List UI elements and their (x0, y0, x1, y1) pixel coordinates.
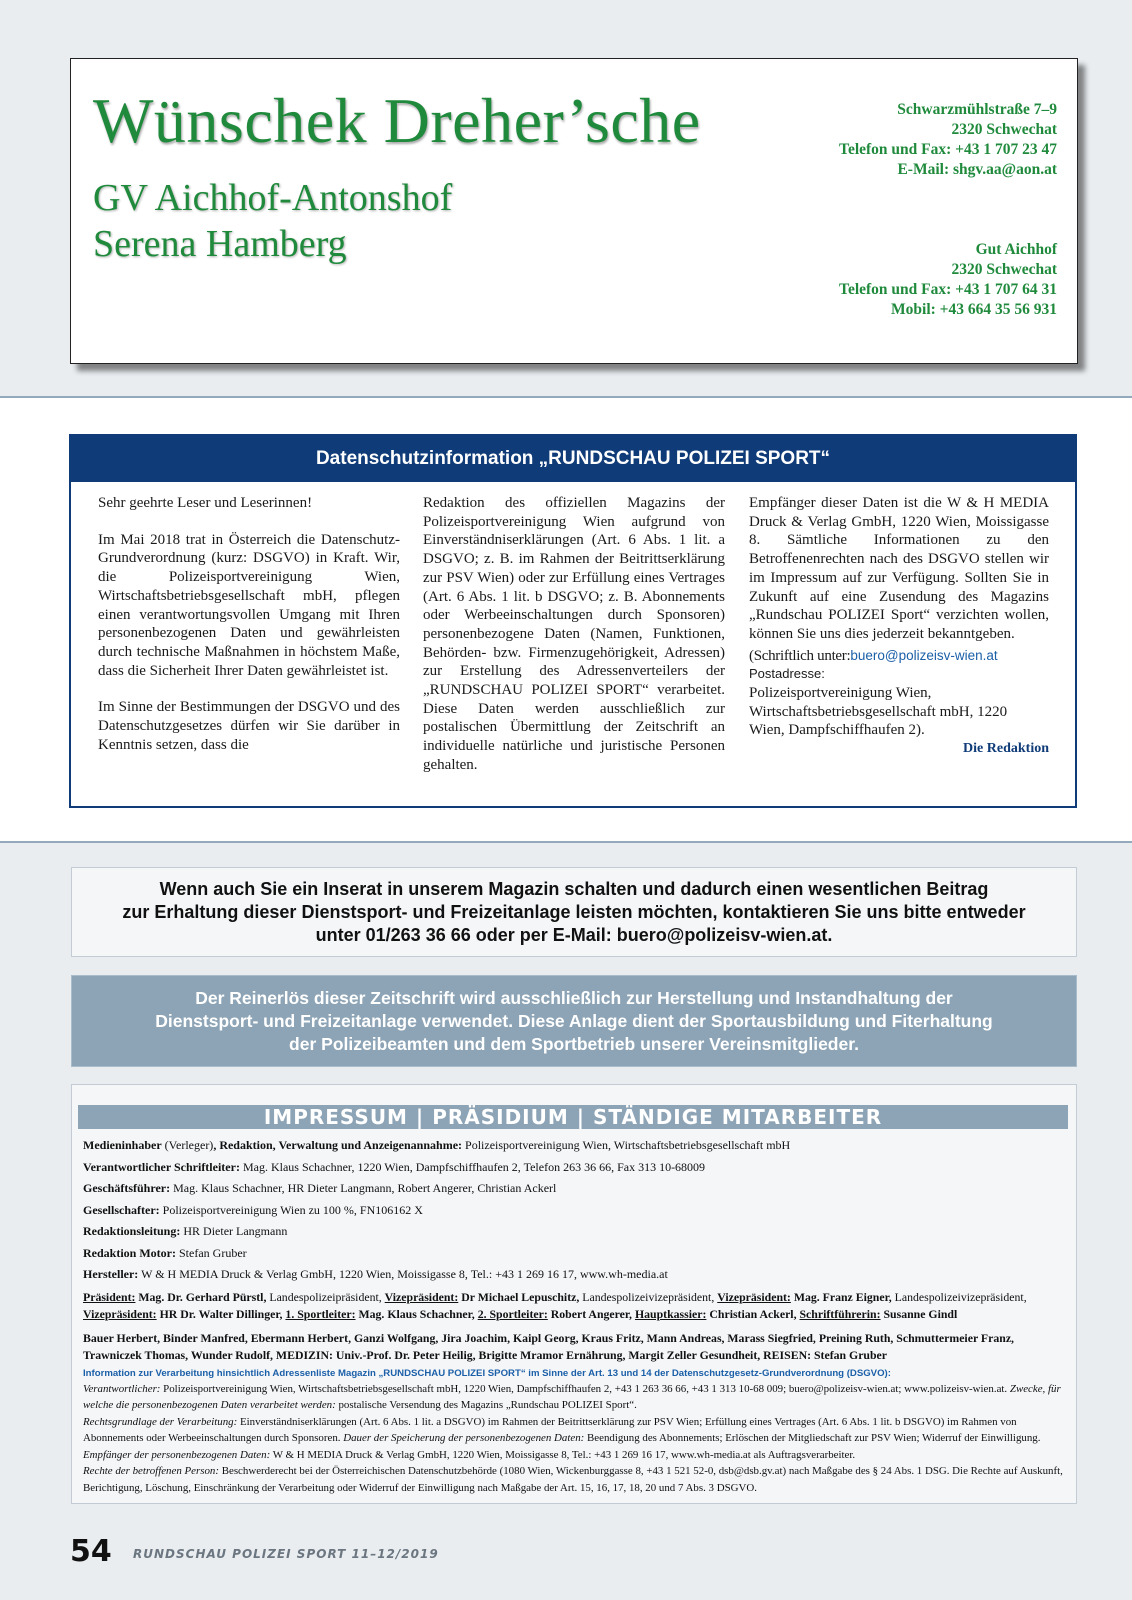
impressum-row-redaktionsleitung (83, 1221, 1069, 1243)
ad-contact-person: Serena Hamberg (93, 223, 347, 265)
written-contact (749, 647, 1049, 666)
ad-title: Wünschek Dreher’sche (93, 85, 701, 156)
paragraph: Redaktion des offiziellen Magazins der Polizeisportvereinigung Wien aufgrund von Einverständniserklärungen (Art. 6 Abs. 1 lit. a DSGVO; z. B. im Rahmen der Beitrittserklärung zur PSV Wien) oder zur Erfüllung eines Vertrages (Art. 6 Abs. 1 lit. b DSGVO; z. B. Abonnements oder Werbeeinschaltungen durch Sponsoren) personenbezogene Daten (Namen, Funktionen, Behörden- bzw. Firmenzugehörigkeit, Adressen) zur Erstellung des Adressenverteilers der „RUNDSCHAU POLIZEI SPORT“ verarbeitet. Diese Daten werden ausschließlich zur postalischen Übermittlung der Zeitschrift an individuelle natürliche und juristische Personen gehalten. (423, 495, 725, 773)
role-label: 1. Sportleiter: (285, 1307, 356, 1321)
label: , Redaktion, Verwaltung und Anzeigenannahme: (213, 1138, 463, 1152)
role-title: Landespolizeivizepräsident, (582, 1289, 715, 1304)
greeting: Sehr geehrte Leser und Leserinnen! (98, 495, 313, 511)
ad-address-gut-aichhof (839, 240, 1057, 320)
value: Polizeisportvereinigung Wien zu 100 %, FN106162 X (162, 1202, 423, 1217)
dsgvo-label: Rechte der betroffenen Person: (83, 1465, 219, 1478)
role-label: Präsident: (83, 1289, 136, 1304)
dsgvo-heading: Information zur Verarbeitung hinsichtlich Adressenliste Magazin „RUNDSCHAU POLIZEI SPORT“ im Sinne der Art. 13 und 14 der Datenschutzgesetz-Grundverordnung (DSGVO): (83, 1367, 891, 1379)
label: Verantwortlicher Schriftleiter: (83, 1159, 240, 1174)
dsgvo-value: postalische Versendung des Magazins „Rundschau POLIZEI Sport“. (338, 1399, 637, 1412)
person-name: Christian Ackerl, (709, 1307, 797, 1321)
datenschutz-box (69, 434, 1077, 808)
notice-line: der Polizeibeamten und dem Sportbetrieb unserer Vereinsmitglieder. (289, 1033, 859, 1054)
contact-line: unter 01/263 36 66 oder per E-Mail: buero@polizeisv-wien.at. (315, 924, 833, 945)
role-label: 2. Sportleiter: (477, 1307, 548, 1321)
impressum-row-redaktion-motor (83, 1243, 1069, 1265)
dsgvo-text (83, 1381, 1069, 1497)
person-name: Robert Angerer, (550, 1307, 633, 1321)
section-divider (0, 841, 1132, 843)
dsgvo-label: Zwecke, für welche die personenbezogenen Daten verarbeitet werden: (83, 1382, 1061, 1412)
person-name: Mag. Dr. Gerhard Pürstl, (138, 1289, 267, 1304)
label: Redaktion Motor: (83, 1245, 176, 1260)
impressum-body (83, 1135, 1069, 1497)
datenschutz-column-2 (423, 494, 725, 775)
address-name: Gut Aichhof (975, 241, 1057, 258)
datenschutz-column-3 (749, 494, 1049, 759)
person-name: Mag. Franz Eigner, (793, 1289, 892, 1304)
address-city: 2320 Schwechat (951, 121, 1057, 138)
person-name: Dr Michael Lepuschitz, (461, 1289, 580, 1304)
impressum-box (71, 1084, 1077, 1504)
value: Stefan Gruber (179, 1245, 247, 1260)
email-link[interactable]: buero@polizeisv-wien.at (850, 647, 998, 663)
postal-line: Polizeisportvereinigung Wien, (749, 685, 932, 702)
dsgvo-label: Dauer der Speicherung der personenbezogenen Daten: (343, 1432, 585, 1445)
staff-line: Trawniczek Thomas, Wunder Rudolf, MEDIZIN: Univ.-Prof. Dr. Peter Heilig, Brigitte Mramor Ernährung, Margit Zeller Gesundheit, REISEN: Stefan Gruber (83, 1347, 888, 1362)
label: Redaktionsleitung: (83, 1224, 181, 1238)
address-mobile: Mobil: +43 664 35 56 931 (891, 301, 1057, 318)
role-label: Vizepräsident: (83, 1307, 157, 1321)
dsgvo-value: Beschwerderecht bei der Österreichischen Datenschutzbehörde (1080 Wien, Wickenburggasse 8, +43 1 521 52-0, dsb@dsb.gv.at) nach Maßgabe des § 24 Abs. 1 DSG. Die Rechte auf Auskunft, Berichtigung, Löschung, Einschränkung der Verarbeitung oder Widerruf der Einwilligung nach Maßgabe der Art. 15, 16, 17, 18, 20 und 7 Abs. 3 DSGVO. (83, 1465, 1063, 1495)
role-label: Hauptkassier: (634, 1307, 707, 1321)
dsgvo-value: Polizeisportvereinigung Wien, Wirtschaftsbetriebsgesellschaft mbH, 1220 Wien, Dampfschiffhaufen 2, +43 1 263 36 66, +43 1 313 10-68 009; buero@polizeisv-wien.at; www.polizeisv-wien.at. (163, 1382, 1008, 1395)
impressum-row-medieninhaber (83, 1135, 1069, 1157)
paragraph: Im Sinne der Bestimmungen der DSGVO und des Datenschutzgesetzes dürfen wir Sie darüber in Kenntnis setzen, dass die (98, 699, 400, 753)
person-name: HR Dr. Walter Dillinger, (159, 1307, 283, 1321)
dsgvo-label: Empfänger der personenbezogenen Daten: (83, 1448, 271, 1461)
dsgvo-label: Rechtsgrundlage der Verarbeitung: (83, 1415, 238, 1428)
proceeds-notice-box (71, 975, 1077, 1067)
publication-footer: RUNDSCHAU POLIZEI SPORT 11–12/2019 (133, 1547, 439, 1561)
label-note: (Verleger) (164, 1138, 214, 1152)
dsgvo-value: W & H MEDIA Druck & Verlag GmbH, 1220 Wien, Moissigasse 8, Tel.: +43 1 269 16 17, www.wh-media.at als Auftragsverarbeiter. (272, 1448, 856, 1461)
dsgvo-value: Beendigung des Abonnements; Erlöschen der Mitgliedschaft zur PSV Wien; Widerruf der Einwilligung. (587, 1432, 1041, 1445)
datenschutz-heading: Datenschutzinformation „RUNDSCHAU POLIZEI SPORT“ (71, 436, 1075, 482)
value: W & H MEDIA Druck & Verlag GmbH, 1220 Wien, Moissigasse 8, Tel.: +43 1 269 16 17, www.wh-media.at (141, 1267, 668, 1281)
impressum-row-geschaeftsfuehrer (83, 1178, 1069, 1200)
value: Polizeisportvereinigung Wien, Wirtschaftsbetriebsgesellschaft mbH (465, 1138, 791, 1152)
contact-line: Wenn auch Sie ein Inserat in unserem Magazin schalten und dadurch einen wesentlichen Beitrag (159, 878, 989, 899)
address-city: 2320 Schwechat (951, 261, 1057, 278)
ad-address-schwarzmuehl (839, 100, 1057, 180)
notice-line: Der Reinerlös dieser Zeitschrift wird ausschließlich zur Herstellung und Instandhaltung der (195, 987, 953, 1008)
value: Mag. Klaus Schachner, HR Dieter Langmann, Robert Angerer, Christian Ackerl (173, 1181, 557, 1195)
label: Medieninhaber (83, 1138, 162, 1152)
advertisement-box (70, 58, 1078, 364)
address-phone: Telefon und Fax: +43 1 707 23 47 (839, 141, 1057, 158)
address-phone: Telefon und Fax: +43 1 707 64 31 (839, 281, 1057, 298)
label: Hersteller: (83, 1267, 139, 1281)
notice-line: Dienstsport- und Freizeitanlage verwendet. Diese Anlage dient der Sportausbildung und Fiterhaltung (155, 1010, 993, 1031)
paragraph: Empfänger dieser Daten ist die W & H MEDIA Druck & Verlag GmbH, 1220 Wien, Moissigasse 8. Sämtliche Informationen zu den Betroffenenrechten nach des DSGVO stellen wir im Impressum auf zur Verfügung. Sollten Sie in Zukunft auf eine Zusendung des Magazins „Rundschau POLIZEI Sport“ verzichten wollen, können Sie uns dies jederzeit bekanntgeben. (749, 495, 1049, 642)
datenschutz-column-1 (98, 494, 400, 754)
praesidium-list (83, 1289, 1069, 1324)
paragraph: Im Mai 2018 trat in Österreich die Datenschutz-Grundverordnung (kurz: DSGVO) in Kraft. Wir, die Polizeisportvereinigung Wien, Wirtschaftsbetriebsgesellschaft mbH, pflegen einen verantwortungsvollen Umgang mit Ihren personenbezogenen Daten und gewährleisten durch technische Maßnahmen in höchstem Maße, dass die Sicherheit Ihrer Daten gewährleistet ist. (98, 531, 400, 679)
contact-line: zur Erhaltung dieser Dienstsport- und Freizeitanlage leisten möchten, kontaktieren Sie uns bitte entweder (122, 901, 1026, 922)
impressum-row-gesellschafter (83, 1200, 1069, 1222)
dsgvo-label: Verantwortlicher: (83, 1382, 161, 1395)
label: Gesellschafter: (83, 1202, 160, 1217)
value: HR Dieter Langmann (183, 1224, 288, 1238)
address-email: E-Mail: shgv.aa@aon.at (897, 161, 1057, 178)
advertising-contact-box (71, 867, 1077, 957)
role-label: Vizepräsident: (384, 1289, 459, 1304)
impressum-row-schriftleiter (83, 1157, 1069, 1179)
written-prefix: (Schriftlich unter: (749, 647, 851, 664)
address-street: Schwarzmühlstraße 7–9 (897, 101, 1057, 118)
ad-subtitle: GV Aichhof-Antonshof (93, 177, 453, 219)
staff-line: Bauer Herbert, Binder Manfred, Ebermann Herbert, Ganzi Wolfgang, Jira Joachim, Kaipl Georg, Kraus Fritz, Mann Andreas, Marass Siegfried, Preining Ruth, Schmuttermeier Franz, (83, 1330, 1015, 1345)
postal-line: Wien, Dampfschiffhaufen 2). (749, 722, 925, 739)
role-title: Landespolizeipräsident, (269, 1289, 382, 1304)
person-name: Susanne Gindl (883, 1307, 958, 1321)
staff-list (83, 1330, 1069, 1364)
person-name: Mag. Klaus Schachner, (358, 1307, 475, 1321)
dsgvo-value: Einverständniserklärungen (Art. 6 Abs. 1 lit. a DSGVO) im Rahmen der Beitrittserklärung zur PSV Wien; Erfüllung eines Vertrages (Art. 6 Abs. 1 lit. b DSGVO) im Rahmen von Abonnements oder Werbeeinschaltungen durch Sponsoren. (83, 1415, 1017, 1445)
page-number: 54 (70, 1534, 112, 1569)
role-title: Landespolizeivizepräsident, (894, 1289, 1027, 1304)
impressum-heading: IMPRESSUM | PRÄSIDIUM | STÄNDIGE MITARBEITER (78, 1105, 1068, 1129)
impressum-row-hersteller (83, 1264, 1069, 1286)
role-label: Vizepräsident: (717, 1289, 791, 1304)
label: Geschäftsführer: (83, 1181, 171, 1195)
signature: Die Redaktion (963, 741, 1049, 757)
postal-line: Wirtschaftsbetriebsgesellschaft mbH, 1220 (749, 703, 1008, 720)
postal-label: Postadresse: (749, 666, 825, 682)
value: Mag. Klaus Schachner, 1220 Wien, Dampfschiffhaufen 2, Telefon 263 36 66, Fax 313 10-68009 (242, 1159, 706, 1174)
role-label: Schriftführerin: (799, 1307, 881, 1321)
